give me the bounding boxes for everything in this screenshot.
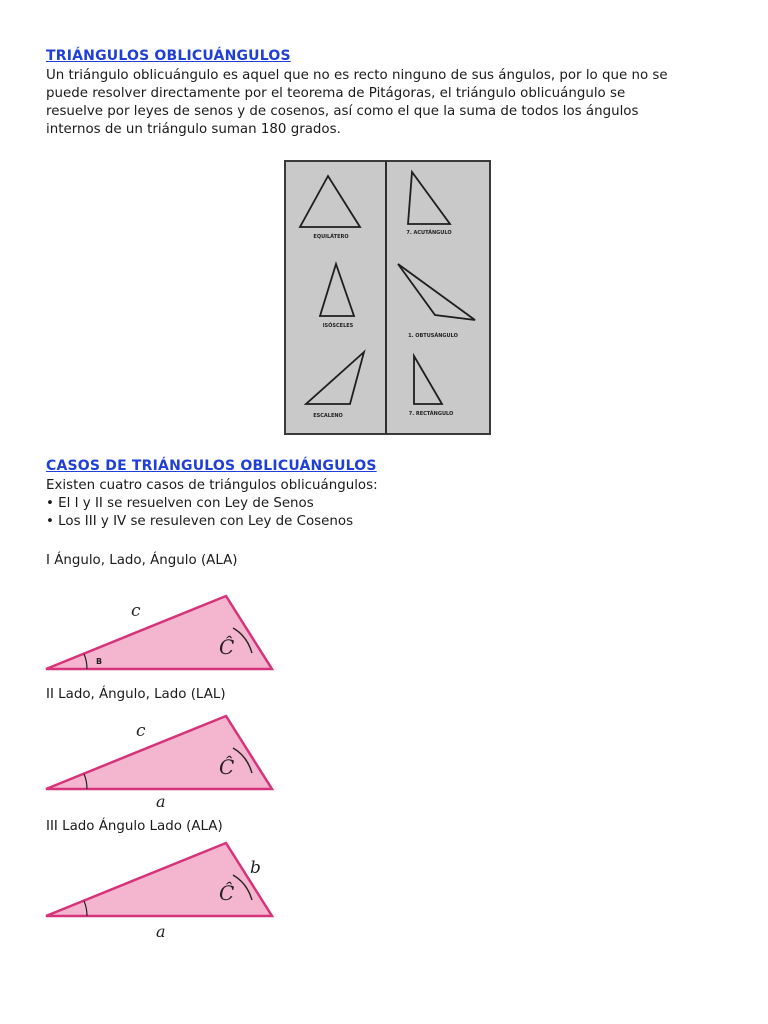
- case-2-triangle: [40, 712, 280, 810]
- angle-label-right: Ĉ: [219, 635, 235, 659]
- label-obtusangulo: 1. OBTUSÁNGULO: [408, 333, 458, 339]
- case-title: I Ángulo, Lado, Ángulo (ALA): [46, 553, 238, 568]
- side-label-top: c: [136, 721, 146, 741]
- angle-label-right: Ĉ: [219, 755, 235, 779]
- intro-line: resuelve por leyes de senos y de cosenos, así como el que la suma de todos los ángulos: [46, 104, 639, 119]
- label-escaleno: ESCALENO: [313, 413, 343, 419]
- intro-paragraph: [46, 67, 736, 139]
- bullet-ley-cosenos: • Los III y IV se resuleven con Ley de Cosenos: [46, 514, 354, 529]
- case-title: III Lado Ángulo Lado (ALA): [46, 819, 223, 834]
- angle-label-left: B: [96, 657, 103, 666]
- side-label-top: c: [131, 601, 141, 621]
- side-label-bottom: a: [156, 922, 166, 940]
- triangle-types-image: [284, 160, 491, 435]
- case-title: II Lado, Ángulo, Lado (LAL): [46, 687, 226, 702]
- triangle-types-figure: [284, 160, 491, 435]
- intro-line: Un triángulo oblicuángulo es aquel que no es recto ninguno de sus ángulos, por lo que no se: [46, 68, 668, 83]
- intro-line: puede resolver directamente por el teorema de Pitágoras, el triángulo oblicuángulo se: [46, 86, 626, 101]
- label-rectangulo: 7. RECTÁNGULO: [408, 411, 454, 417]
- cases-intro: Existen cuatro casos de triángulos oblicuángulos:: [46, 478, 378, 493]
- angle-label-right: Ĉ: [219, 881, 235, 905]
- case-1-triangle: [40, 588, 280, 678]
- case-3-triangle: [40, 840, 280, 940]
- intro-line: internos de un triángulo suman 180 grados.: [46, 122, 341, 137]
- label-equilatero: EQUILÁTERO: [313, 234, 349, 240]
- section-title-triangulos-oblicuangulos: TRIÁNGULOS OBLICUÁNGULOS: [46, 48, 291, 64]
- side-label-bottom: a: [156, 792, 166, 810]
- label-isosceles: ISÓSCELES: [322, 323, 354, 329]
- label-acutangulo: 7. ACUTÁNGULO: [406, 230, 452, 236]
- section-title-casos: CASOS DE TRIÁNGULOS OBLICUÁNGULOS: [46, 458, 377, 474]
- side-label-right: b: [250, 858, 261, 878]
- bullet-ley-senos: • El I y II se resuelven con Ley de Senos: [46, 496, 314, 511]
